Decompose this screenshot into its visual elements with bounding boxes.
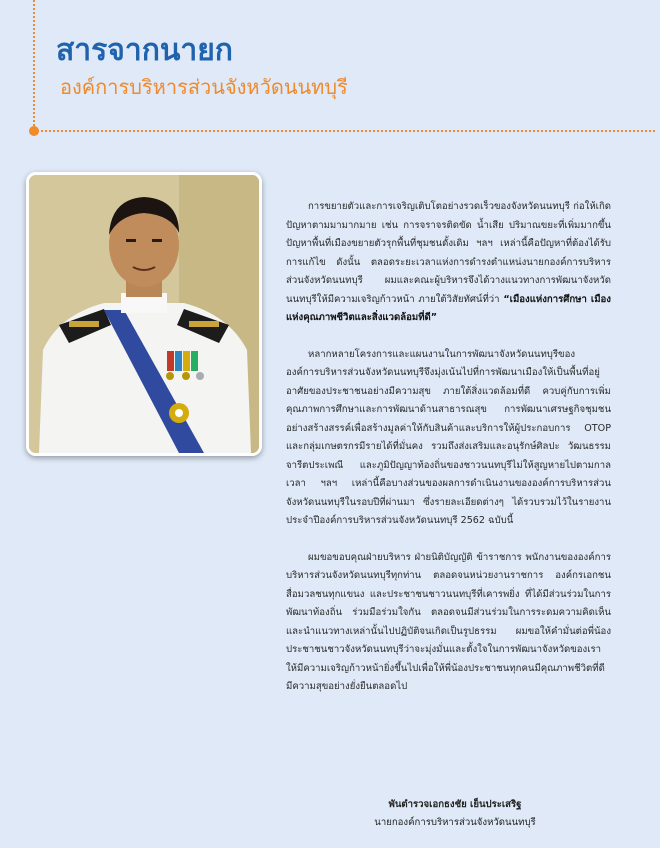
decorative-vertical-dotted-line xyxy=(33,0,35,130)
signatory-name: พันตำรวจเอกธงชัย เย็นประเสริฐ xyxy=(388,799,522,810)
paragraph-2: หลากหลายโครงการและแผนงานในการพัฒนาจังหวัดนนทบุรีของ องค์การบริหารส่วนจังหวัดนนทบุรีจึงมุ่งเน้นไปที่การพัฒนาเมืองให้เป็นพื้นที่อยู่อาศัยของประชาชนอย่างมีความสุข ภายใต้สิ่งแวดล้อมที่ดี ควบคู่กับการเพิ่มคุณภาพการศึกษาและการพัฒนาด้านสาธารณสุข การพัฒนาเศรษฐกิจชุมชนอย่างสร้างสรรค์เพื่อสร้างมูลค่าให้กับสินค้าและบริการให้ผู้ประกอบการ OTOP และกลุ่มเกษตรกรมีรายได้ที่มั่นคง รวมถึงส่งเสริมและอนุรักษ์ศิลปะ วัฒนธรรม จารีตประเพณี และภูมิปัญญาท้องถิ่นของชาวนนทบุรีไม่ให้สูญหายไปตามกาลเวลา ฯลฯ เหล่านี้คือบางส่วนของผลการดำเนินงานขององค์การบริหารส่วนจังหวัดนนทบุรีในรอบปีที่ผ่านมา ซึ่งรายละเอียดต่างๆ ได้รวบรวมไว้ในรายงานประจำปีองค์การบริหารส่วนจังหวัดนนทบุรี 2562 ฉบับนี้ xyxy=(286,348,611,526)
page-title: สารจากนายก xyxy=(56,33,233,68)
paragraph-3: ผมขอขอบคุณฝ่ายบริหาร ฝ่ายนิติบัญญัติ ข้าราชการ พนักงานขององค์การบริหารส่วนจังหวัดนนทบุรีทุกท่าน ตลอดจนหน่วยงานราชการ องค์กรเอกชน สื่อมวลชนทุกแขนง และประชาชนชาวนนทบุรีที่เคารพยิ่ง ที่ได้มีส่วนร่วมในการพัฒนาท้องถิ่น ร่วมมือร่วมใจกัน ตลอดจนมีส่วนร่วมในการระดมความคิดเห็นและนำแนวทางเหล่านั้นไปปฏิบัติจนเกิดเป็นรูปธรรม ผมขอให้คำมั่นต่อพี่น้องประชาชนชาวจังหวัดนนทบุรีว่าจะมุ่งมั่นและตั้งใจในการพัฒนาจังหวัดของเราให้มีความเจริญก้าวหน้ายิ่งขึ้นไปเพื่อให้พี่น้องประชาชนทุกคนมีคุณภาพชีวิตที่ดี มีความสุขอย่างยั่งยืนตลอดไป xyxy=(286,551,611,692)
message-body xyxy=(286,198,611,715)
decorative-horizontal-dotted-line xyxy=(33,130,655,132)
page-subtitle: องค์การบริหารส่วนจังหวัดนนทบุรี xyxy=(60,75,348,99)
paragraph-1-text: การขยายตัวและการเจริญเติบโตอย่างรวดเร็วของจังหวัดนนทบุรี ก่อให้เกิดปัญหาตามมามากมาย เช่น การจราจรติดขัด น้ำเสีย ปริมาณขยะที่เพิ่มมากขึ้น ปัญหาพื้นที่เมืองขยายตัวรุกพื้นที่ชุมชนดั้งเดิม ฯลฯ เหล่านี้คือปัญหาที่ต้องได้รับการแก้ไข ดังนั้น ตลอดระยะเวลาแห่งการดำรงตำแหน่งนายกองค์การบริหารส่วนจังหวัดนนทบุรี ผมและคณะผู้บริหารจึงได้วางแนวทางการพัฒนาจังหวัดนนทบุรีให้มีความเจริญก้าวหน้า ภายใต้วิสัยทัศน์ที่ว่า xyxy=(286,201,611,305)
vision-statement: “เมืองแห่งการศึกษา เมืองแห่งคุณภาพชีวิตและสิ่งแวดล้อมที่ดี” xyxy=(286,293,611,323)
decorative-orange-dot xyxy=(29,126,39,136)
signature-block xyxy=(300,796,610,832)
signatory-position: นายกองค์การบริหารส่วนจังหวัดนนทบุรี xyxy=(374,817,536,828)
portrait-photo xyxy=(26,172,262,456)
portrait-illustration xyxy=(29,175,259,453)
paragraph-1 xyxy=(286,198,611,328)
